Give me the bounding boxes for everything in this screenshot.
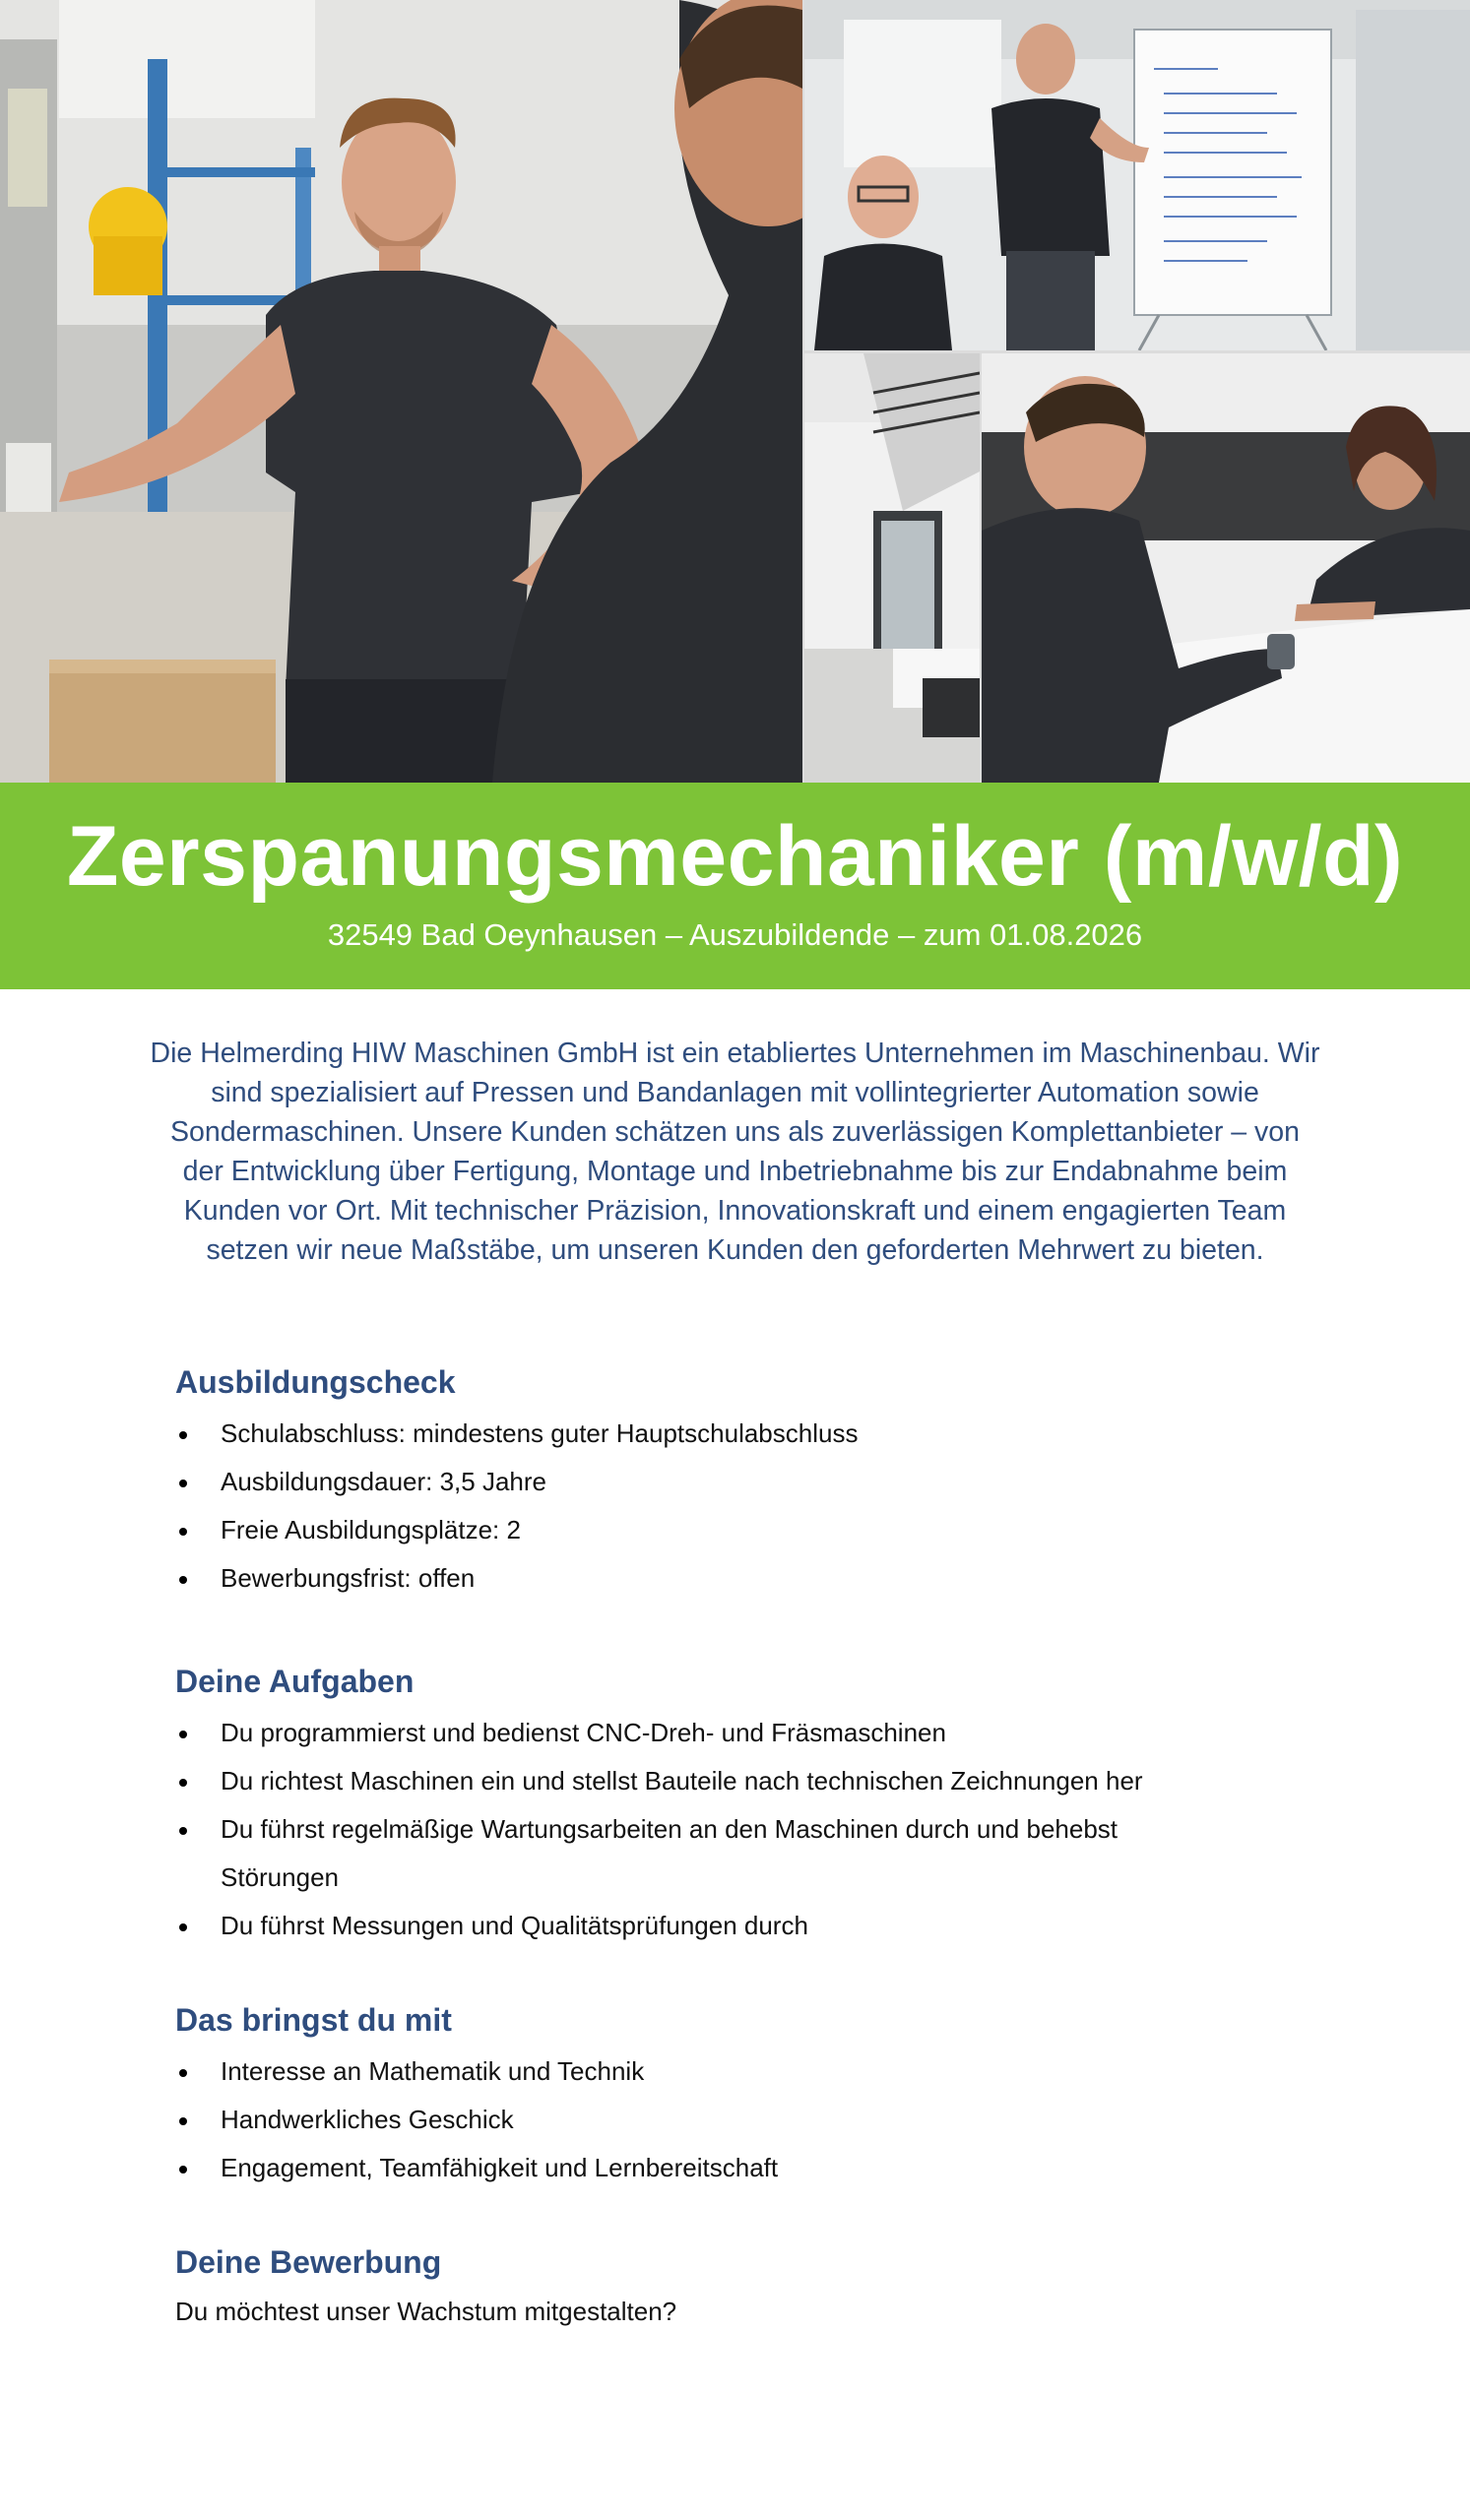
list-item: Du führst regelmäßige Wartungsarbeiten an den Maschinen durch und behebst Störungen xyxy=(175,1805,1308,1902)
list-item: Bewerbungsfrist: offen xyxy=(175,1554,1308,1603)
bullet-list xyxy=(175,1709,1308,1950)
section-heading: Das bringst du mit xyxy=(175,2002,452,2038)
section-heading: Ausbildungscheck xyxy=(175,1364,456,1400)
section-heading: Deine Bewerbung xyxy=(175,2244,442,2280)
list-item: Schulabschluss: mindestens guter Hauptschulabschluss xyxy=(175,1410,1308,1458)
list-item: Handwerkliches Geschick xyxy=(175,2096,1308,2144)
company-intro-text: Die Helmerding HIW Maschinen GmbH ist ein etabliertes Unternehmen im Maschinenbau. Wir sind spezialisiert auf Pressen und Bandanlagen mit vollintegrierter Automation sowie Sondermaschinen. Unsere Kunden schätzen uns als zuverlässigen Komplettanbieter – von der Entwicklung über Fertigung, Montage und Inbetriebnahme bis zur Endabnahme beim Kunden vor Ort. Mit technischer Präzision, Innovationskraft und einem engagierten Team setzen wir neue Maßstäbe, um unseren Kunden den geforderten Mehrwert zu bieten. xyxy=(150,1038,1320,1266)
job-subtitle: 32549 Bad Oeynhausen – Auszubildende – zum 01.08.2026 xyxy=(327,917,1143,952)
list-item: Ausbildungsdauer: 3,5 Jahre xyxy=(175,1458,1308,1506)
section-deine-aufgaben xyxy=(175,1660,1308,1950)
conversation-photo xyxy=(982,353,1470,783)
job-title: Zerspanungsmechaniker (m/w/d) xyxy=(66,809,1404,904)
list-item: Du programmierst und bedienst CNC-Dreh- und Fräsmaschinen xyxy=(175,1709,1308,1757)
section-ausbildungscheck xyxy=(175,1360,1308,1603)
office-interior-photo xyxy=(804,353,980,783)
list-item: Interesse an Mathematik und Technik xyxy=(175,2048,1308,2096)
list-item: Du richtest Maschinen ein und stellst Bauteile nach technischen Zeichnungen her xyxy=(175,1757,1308,1805)
whiteboard-meeting-photo xyxy=(804,0,1470,350)
application-text: Du möchtest unser Wachstum mitgestalten? xyxy=(175,2297,677,2326)
bullet-list xyxy=(175,2048,1308,2192)
list-item: Du führst Messungen und Qualitätsprüfungen durch xyxy=(175,1902,1308,1950)
section-heading: Deine Aufgaben xyxy=(175,1664,415,1699)
title-banner xyxy=(0,783,1470,989)
list-item: Engagement, Teamfähigkeit und Lernbereitschaft xyxy=(175,2144,1308,2192)
section-deine-bewerbung xyxy=(175,2240,1308,2333)
workshop-photo xyxy=(0,0,802,783)
photo-collage xyxy=(0,0,1470,783)
bullet-list xyxy=(175,1410,1308,1603)
list-item: Freie Ausbildungsplätze: 2 xyxy=(175,1506,1308,1554)
section-das-bringst-du-mit xyxy=(175,1998,1308,2192)
company-intro xyxy=(148,1034,1322,1270)
